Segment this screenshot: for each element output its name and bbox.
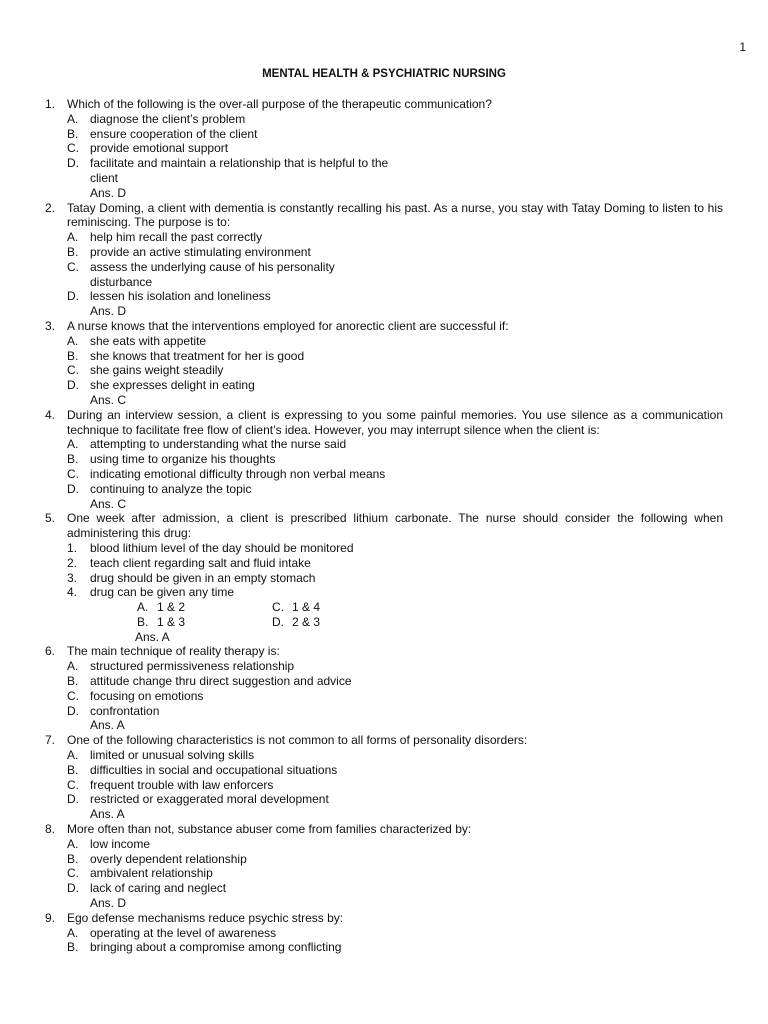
option-label: B. — [67, 674, 79, 689]
question-item — [45, 319, 723, 408]
question-item — [45, 97, 723, 201]
question-item — [45, 201, 723, 319]
page-number: 1 — [739, 40, 746, 54]
answer-option — [67, 260, 723, 290]
answer-option — [67, 363, 723, 378]
option-text: restricted or exaggerated moral development — [90, 792, 329, 807]
option-text: limited or unusual solving skills — [90, 748, 255, 763]
question-item — [45, 911, 723, 955]
option-label: D. — [67, 881, 79, 896]
answer-option — [67, 245, 723, 260]
option-label: A. — [67, 111, 79, 126]
option-text: ensure cooperation of the client — [90, 126, 258, 141]
answer-option — [67, 940, 723, 955]
question-text: Tatay Doming, a client with dementia is constantly recalling his past. As a nurse, you stay with Tatay Doming to listen to his reminiscing. The purpose is to: — [67, 200, 723, 230]
question-text: Ego defense mechanisms reduce psychic stress by: — [67, 910, 344, 925]
question-list — [45, 97, 723, 955]
option-text: frequent trouble with law enforcers — [90, 777, 274, 792]
combination-text: 2 & 3 — [292, 614, 321, 629]
option-label: B. — [67, 452, 79, 467]
option-label: B. — [67, 348, 79, 363]
combination-choice — [272, 600, 407, 615]
option-label: B. — [67, 126, 79, 141]
option-label: A. — [67, 659, 79, 674]
question-text: Which of the following is the over-all purpose of the therapeutic communication? — [67, 97, 492, 111]
option-label: C. — [67, 141, 79, 156]
question-item — [45, 408, 723, 512]
option-label: 2. — [67, 555, 78, 570]
option-label: B. — [67, 244, 79, 259]
combination-label: C. — [272, 600, 284, 615]
option-label: A. — [67, 437, 79, 452]
option-text: attempting to understanding what the nurse said — [90, 437, 347, 452]
option-label: C. — [67, 866, 79, 881]
option-text: facilitate and maintain a relationship that is helpful to the client — [90, 156, 389, 185]
option-label: A. — [67, 748, 79, 763]
option-text: lack of caring and neglect — [90, 881, 227, 896]
option-text: continuing to analyze the topic — [90, 481, 252, 496]
option-label: C. — [67, 363, 79, 378]
option-label: B. — [67, 940, 79, 955]
answer-option — [67, 112, 723, 127]
option-label: C. — [67, 777, 79, 792]
option-text: bringing about a compromise among conflicting — [90, 940, 342, 955]
option-text: provide emotional support — [90, 141, 229, 156]
option-text: assess the underlying cause of his personality disturbance — [90, 259, 335, 289]
answer-key: Ans. A — [135, 629, 170, 644]
question-number: 5. — [45, 511, 56, 526]
option-label: C. — [67, 688, 79, 703]
option-label: B. — [67, 851, 79, 866]
question-number: 1. — [45, 97, 56, 111]
question-item — [45, 822, 723, 911]
answer-key: Ans. A — [90, 807, 125, 822]
question-number: 3. — [45, 318, 56, 333]
option-label: D. — [67, 156, 79, 171]
option-text: operating at the level of awareness — [90, 925, 277, 940]
question-text: The main technique of reality therapy is: — [67, 644, 280, 659]
question-number: 4. — [45, 407, 56, 422]
answer-option — [67, 748, 723, 763]
option-label: A. — [67, 230, 79, 245]
answer-option — [67, 482, 723, 497]
option-label: B. — [67, 762, 79, 777]
page-title: MENTAL HEALTH & PSYCHIATRIC NURSING — [262, 68, 506, 80]
combination-text: 1 & 2 — [157, 600, 186, 615]
answer-option — [67, 881, 723, 896]
combination-choice — [272, 615, 407, 630]
option-label: A. — [67, 925, 79, 940]
answer-option — [67, 437, 723, 452]
option-text: overly dependent relationship — [90, 851, 247, 866]
option-text: she eats with appetite — [90, 333, 207, 348]
combination-row — [67, 615, 723, 630]
option-text: she gains weight steadily — [90, 363, 224, 378]
answer-option — [67, 585, 723, 600]
option-text: she expresses delight in eating — [90, 378, 255, 393]
question-number: 9. — [45, 910, 56, 925]
option-text: lessen his isolation and loneliness — [90, 289, 271, 304]
combination-label: D. — [272, 614, 284, 629]
question-text: One week after admission, a client is prescribed lithium carbonate. The nurse should consider the following when administering this drug: — [67, 511, 723, 541]
option-text: drug should be given in an empty stomach — [90, 570, 316, 585]
combination-label: B. — [137, 614, 149, 629]
answer-option — [67, 127, 723, 142]
combination-label: A. — [137, 600, 149, 615]
option-text: ambivalent relationship — [90, 866, 213, 881]
question-number: 7. — [45, 733, 56, 748]
option-label: C. — [67, 466, 79, 481]
question-text: One of the following characteristics is not common to all forms of personality disorders: — [67, 733, 528, 748]
option-label: D. — [67, 703, 79, 718]
answer-option — [67, 556, 723, 571]
answer-option — [67, 837, 723, 852]
question-number: 8. — [45, 822, 56, 837]
combination-text: 1 & 3 — [157, 614, 186, 629]
answer-option — [67, 674, 723, 689]
option-text: drug can be given any time — [90, 585, 235, 600]
answer-option — [67, 230, 723, 245]
option-text: indicating emotional difficulty through non verbal means — [90, 466, 386, 481]
answer-option — [67, 689, 723, 704]
question-item — [45, 511, 723, 644]
option-label: A. — [67, 333, 79, 348]
question-text: A nurse knows that the interventions employed for anorectic client are successful if: — [67, 318, 509, 333]
answer-option — [67, 452, 723, 467]
answer-option — [67, 704, 723, 719]
option-text: focusing on emotions — [90, 688, 204, 703]
answer-option — [67, 541, 723, 556]
option-text: attitude change thru direct suggestion and advice — [90, 674, 352, 689]
option-label: A. — [67, 836, 79, 851]
question-text: During an interview session, a client is expressing to you some painful memories. You use silence as a communication technique to facilitate free flow of client’s idea. However, you may interrupt silence when the client is: — [67, 407, 723, 437]
answer-key: Ans. D — [90, 185, 127, 200]
answer-option — [67, 334, 723, 349]
option-label: 4. — [67, 585, 78, 600]
combination-text: 1 & 4 — [292, 600, 321, 615]
answer-option — [67, 926, 723, 941]
option-label: C. — [67, 259, 79, 274]
option-label: 1. — [67, 540, 78, 555]
answer-key: Ans. A — [90, 718, 125, 733]
answer-option — [67, 852, 723, 867]
combination-choice — [137, 615, 272, 630]
answer-key: Ans. D — [90, 304, 127, 319]
answer-option — [67, 571, 723, 586]
answer-option — [67, 792, 723, 807]
answer-option — [67, 289, 723, 304]
option-text: confrontation — [90, 703, 160, 718]
combination-row — [67, 600, 723, 615]
answer-option — [67, 378, 723, 393]
answer-option — [67, 866, 723, 881]
answer-option — [67, 763, 723, 778]
question-text: More often than not, substance abuser come from families characterized by: — [67, 822, 472, 837]
question-number: 6. — [45, 644, 56, 659]
combination-choice — [137, 600, 272, 615]
option-label: D. — [67, 792, 79, 807]
answer-option — [67, 156, 723, 186]
answer-option — [67, 349, 723, 364]
answer-option — [67, 778, 723, 793]
option-text: difficulties in social and occupational situations — [90, 762, 338, 777]
option-label: D. — [67, 378, 79, 393]
option-text: using time to organize his thoughts — [90, 452, 276, 467]
question-number: 2. — [45, 200, 56, 215]
option-text: blood lithium level of the day should be monitored — [90, 540, 354, 555]
option-label: 3. — [67, 570, 78, 585]
option-text: low income — [90, 836, 151, 851]
answer-option — [67, 467, 723, 482]
option-label: D. — [67, 289, 79, 304]
answer-key: Ans. C — [90, 392, 127, 407]
question-item — [45, 733, 723, 822]
option-text: diagnose the client’s problem — [90, 111, 246, 126]
answer-option — [67, 659, 723, 674]
answer-option — [67, 141, 723, 156]
answer-key: Ans. D — [90, 896, 127, 911]
question-item — [45, 644, 723, 733]
option-text: teach client regarding salt and fluid intake — [90, 555, 311, 570]
option-text: structured permissiveness relationship — [90, 659, 295, 674]
option-text: she knows that treatment for her is good — [90, 348, 305, 363]
option-text: provide an active stimulating environment — [90, 244, 311, 259]
option-text: help him recall the past correctly — [90, 230, 263, 245]
answer-key: Ans. C — [90, 496, 127, 511]
option-label: D. — [67, 481, 79, 496]
